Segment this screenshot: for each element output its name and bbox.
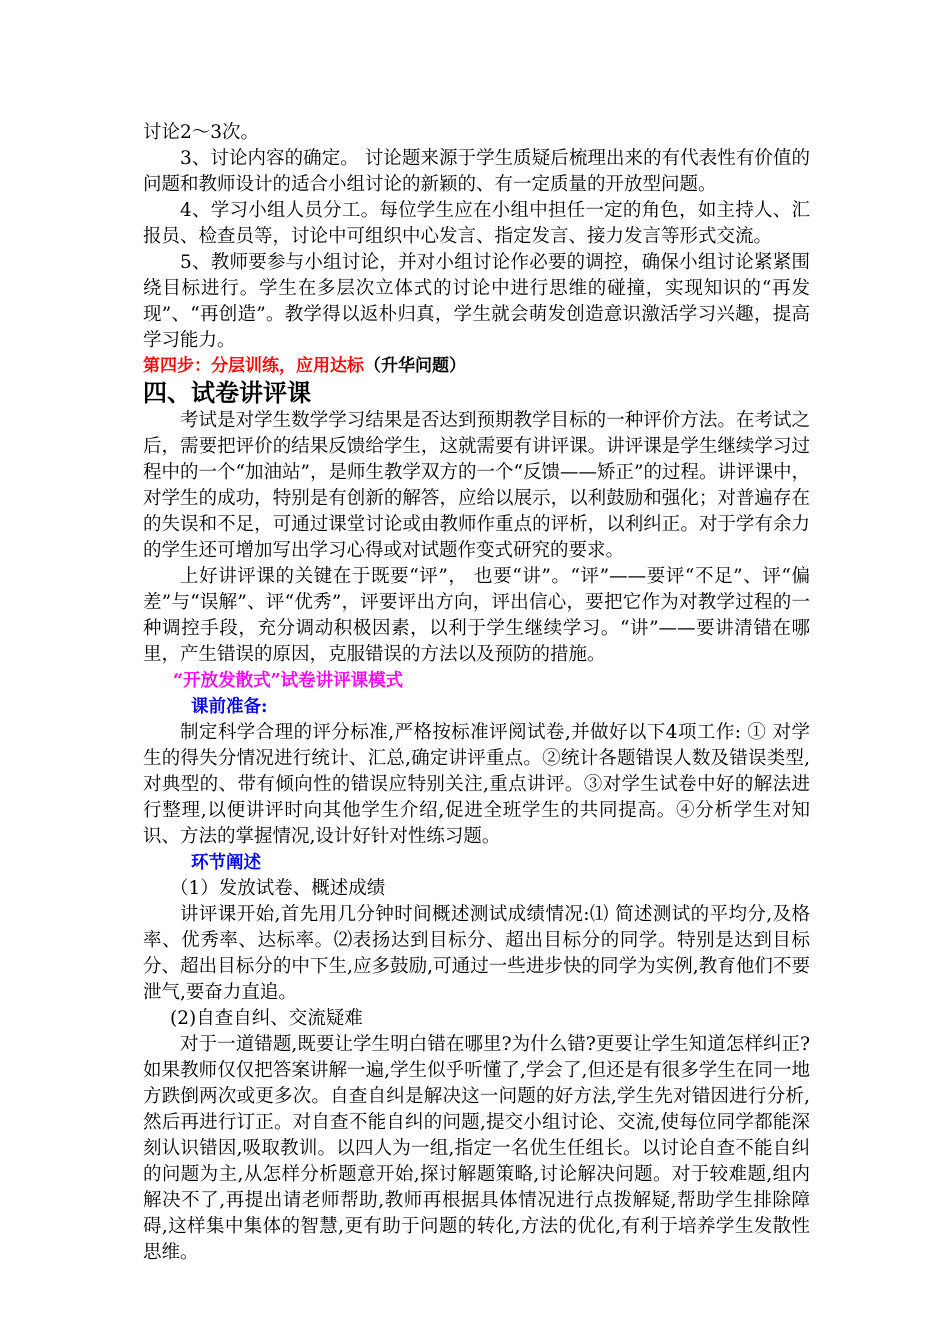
step-four-black-text: （升华问题） [364, 356, 466, 376]
step-four-heading [143, 354, 810, 378]
mode-title: “开放发散式”试卷讲评课模式 [173, 671, 404, 691]
paragraph-discussion-content: 3、讨论内容的确定。 讨论题来源于学生质疑后梳理出来的有代表性有价值的问题和教师设计的适合小组讨论的新颖的、有一定质量的开放型问题。 [143, 148, 810, 195]
item-two-title: (2)自查自纠、交流疑难 [170, 1008, 363, 1029]
step-four-red-text: 第四步：分层训练，应用达标 [143, 356, 364, 376]
stage-heading: 环节阐述 [191, 853, 261, 873]
section-four-title: 四、试卷讲评课 [143, 378, 311, 407]
document-page [143, 120, 810, 1266]
paragraph-item-two: 对于一道错题,既要让学生明白错在哪里?为什么错?更要让学生知道怎样纠正?如果教师仅仅把答案讲解一遍,学生似乎听懂了,学会了,但还是有很多学生在同一地方跌倒两次或更多次。自查自纠是解决这一问题的好方法,学生先对错因进行分析,然后再进行订正。对自查不能自纠的问题,提交小组讨论、交流,使每位同学都能深刻认识错因,吸取教训。以四人为一组,指定一名优生任组长。以讨论自查不能自纠的问题为主,从怎样分析题意开始,探讨解题策略,讨论解决问题。对于较难题,组内解决不了,再提出请老师帮助,教师再根据具体情况进行点拨解疑,帮助学生排除障碍,这样集中集体的智慧,更有助于问题的转化,方法的优化,有利于培养学生发散性思维。 [143, 1034, 810, 1263]
paragraph-teacher-participation: 5、教师要参与小组讨论，并对小组讨论作必要的调控，确保小组讨论紧紧围绕目标进行。学生在多层次立体式的讨论中进行思维的碰撞，实现知识的“再发现”、“再创造”。教学得以返朴归真，学生就会萌发创造意识激活学习兴趣，提高学习能力。 [143, 252, 810, 351]
paragraph-exam-review-key: 上好讲评课的关键在于既要“评”， 也要“讲”。“评”——要评“不足”、评“偏差”与“误解”、评“优秀”，评要评出方向，评出信心，要把它作为对教学过程的一种调控手段，充分调动积极因素，以利于学生继续学习。“讲”——要讲清错在哪里，产生错误的原因，克服错误的方法以及预防的措施。 [143, 566, 810, 665]
paragraph-discussion-count: 讨论2～3次。 [143, 122, 260, 143]
paragraph-exam-review-intro: 考试是对学生数学学习结果是否达到预期教学目标的一种评价方法。在考试之后，需要把评价的结果反馈给学生，这就需要有讲评课。讲评课是学生继续学习过程中的一个“加油站”，是师生教学双方的一个“反馈——矫正”的过程。讲评课中，对学生的成功，特别是有创新的解答，应给以展示，以利鼓励和强化；对普遍存在的失误和不足，可通过课堂讨论或由教师作重点的评析，以利纠正。对于学有余力的学生还可增加写出学习心得或对试题作变式研究的要求。 [143, 410, 810, 561]
paragraph-item-one: 讲评课开始,首先用几分钟时间概述测试成绩情况:⑴ 简述测试的平均分,及格率、优秀率、达标率。⑵表扬达到目标分、超出目标分的同学。特别是达到目标分、超出目标分的中下生,应多鼓励,可通过一些进步快的同学为实例,教育他们不要泄气,要奋力直追。 [143, 904, 810, 1003]
item-one-title: （1）发放试卷、概述成绩 [170, 878, 386, 899]
paragraph-group-roles: 4、学习小组人员分工。每位学生应在小组中担任一定的角色，如主持人、汇报员、检查员等，讨论中可组织中心发言、指定发言、接力发言等形式交流。 [143, 200, 810, 247]
prep-heading: 课前准备: [191, 697, 268, 717]
paragraph-prep: 制定科学合理的评分标准,严格按标准评阅试卷,并做好以下4项工作: ① 对学生的得失分情况进行统计、汇总,确定讲评重点。②统计各题错误人数及错误类型,对典型的、带有倾向性的错误应特别关注,重点讲评。③对学生试卷中好的解法进行整理,以便讲评时向其他学生介绍,促进全班学生的共同提高。④分析学生对知识、方法的掌握情况,设计好针对性练习题。 [143, 722, 810, 847]
